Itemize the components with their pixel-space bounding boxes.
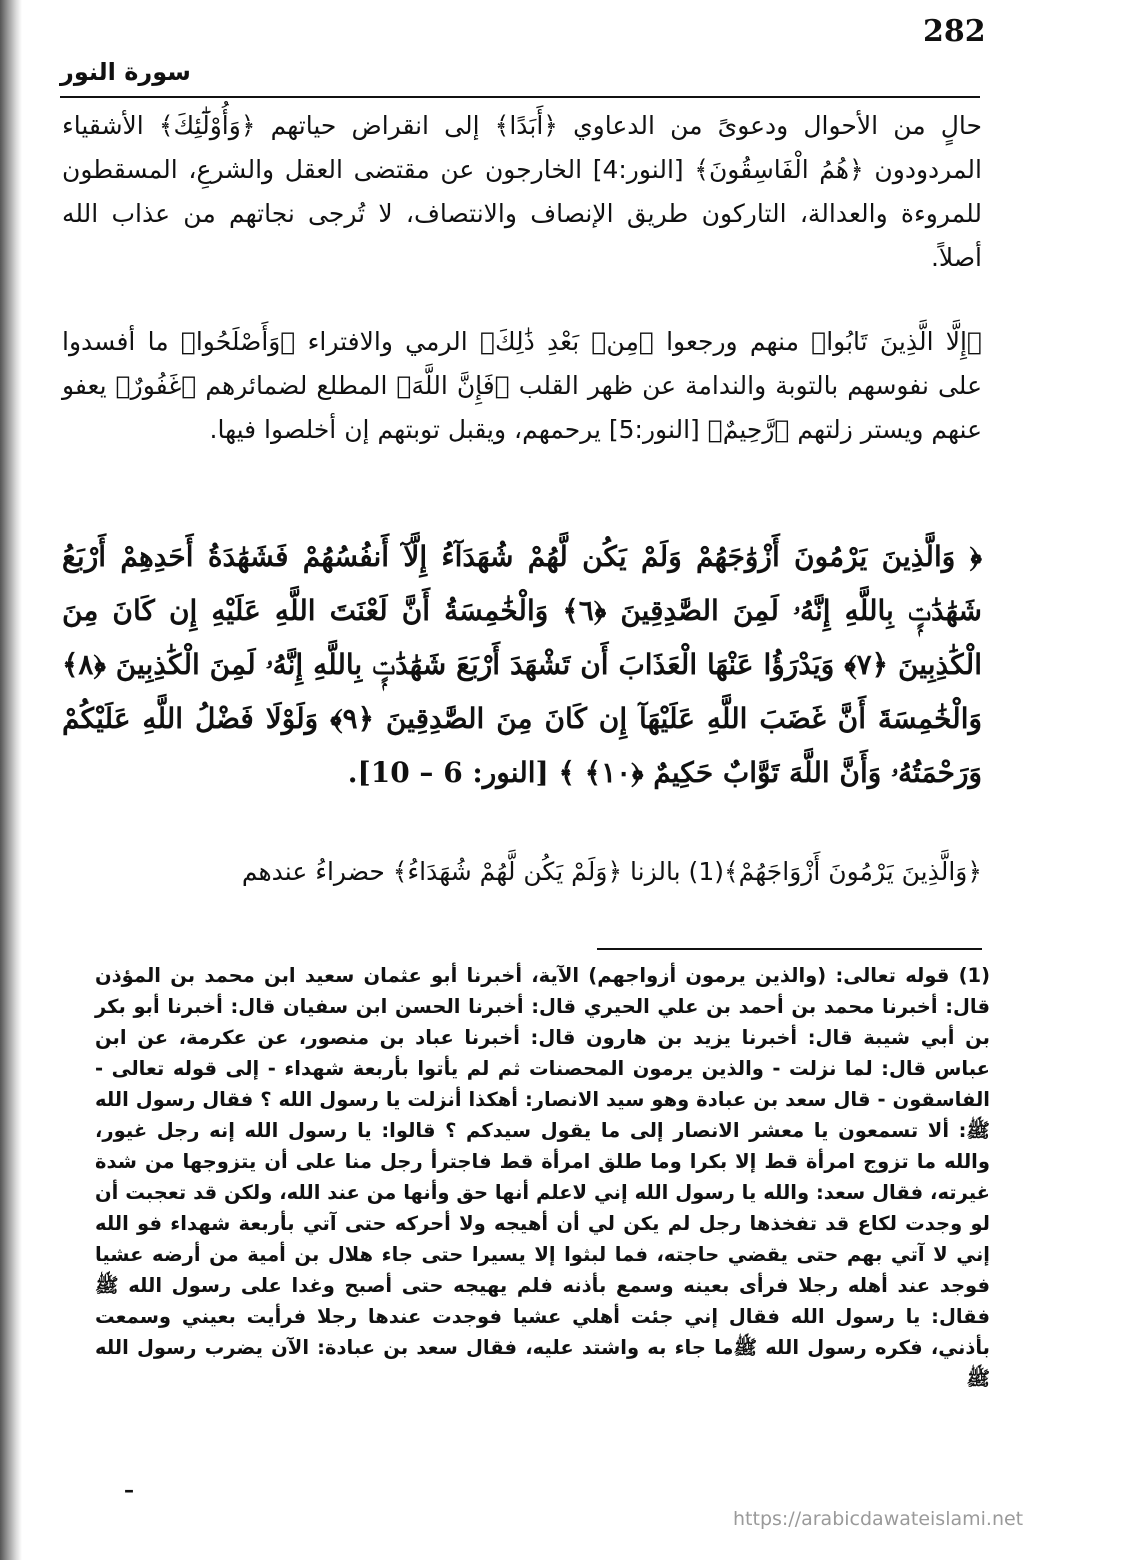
commentary-paragraph-1 bbox=[62, 104, 982, 280]
scan-edge-shadow bbox=[0, 0, 22, 1560]
footnote-separator bbox=[597, 948, 982, 950]
commentary-paragraph-3 bbox=[62, 850, 982, 894]
footnote-1: (1) قوله تعالى: (والذين يرمون أزواجهم) الآية، أخبرنا أبو عثمان سعيد ابن محمد بن المؤذن قال: أخبرنا محمد بن أحمد بن علي الحيري قال: أخبرنا الحسن ابن سفيان قال: أخبرنا أبو بكر بن أبي شيبة قال: أخبرنا يزيد بن هارون قال: أخبرنا عباد بن منصور، عن عكرمة، عن ابن عباس قال: لما نزلت - والذين يرمون المحصنات ثم لم يأتوا بأربعة شهداء - إلى قوله تعالى - الفاسقون - قال سعد بن عبادة وهو سيد الانصار: أهكذا أنزلت يا رسول الله ؟ فقال رسول الله ﷺ: ألا تسمعون يا معشر الانصار إلى ما يقول سيدكم ؟ قالوا: يا رسول الله إنه رجل غيور، والله ما تزوج امرأة قط إلا بكرا وما طلق امرأة قط فاجترأ رجل منا على أن يتزوجها من شدة غيرته، فقال سعد: والله يا رسول الله إني لاعلم أنها حق وأنها من عند الله، ولكن قد تعجبت أن لو وجدت لكاع قد تفخذها رجل لم يكن لي أن أهيجه ولا أحركه حتى آتي بأربعة شهداء فو الله إني لا آتي بهم حتى يقضي حاجته، فما لبثوا إلا يسيرا حتى جاء هلال بن أمية من أرضه عشيا فوجد عند أهله رجلا فرأى بعينه وسمع بأذنه فلم يهيجه حتى أصبح وغدا على رسول الله ﷺ فقال: يا رسول الله فقال إني جئت أهلي عشيا فوجدت عندها رجلا فرأيت بعيني وسمعت بأذني، فكره رسول الله ﷺما جاء به واشتد عليه، فقال سعد بن عبادة: الآن يضرب رسول الله ﷺ bbox=[95, 964, 990, 1390]
watermark-url: https://arabicdawateislami.net bbox=[733, 1508, 1024, 1530]
footnotes bbox=[95, 960, 990, 1394]
paragraph-text: حالٍ من الأحوال ودعوىً من الدعاوي ﴿أَبَدًا﴾ إلى انقراض حياتهم ﴿وَأُوْلَٰٓئِكَ﴾ الأشقياء المردودون ﴿هُمُ الْفَاسِقُونَ﴾ [النور:4] الخارجون عن مقتضى العقل والشرعِ، المسقطون للمروءة والعدالة، التاركون طريق الإنصاف والانتصاف، لا تُرجى نجاتهم من عذاب الله أصلاً. bbox=[62, 111, 982, 272]
page-number: 282 bbox=[923, 14, 986, 49]
verse-text: ﴿ وَالَّذِينَ يَرْمُونَ أَزْوَٰجَهُمْ وَلَمْ يَكُن لَّهُمْ شُهَدَآءُ إِلَّآ أَنفُسُهُمْ فَشَهَٰدَةُ أَحَدِهِمْ أَرْبَعُ شَهَٰدَٰتٍۭ بِاللَّهِ إِنَّهُۥ لَمِنَ الصَّٰدِقِينَ ﴿٦﴾ وَالْخَٰمِسَةُ أَنَّ لَعْنَتَ اللَّهِ عَلَيْهِ إِن كَانَ مِنَ الْكَٰذِبِينَ ﴿٧﴾ وَيَدْرَؤُا عَنْهَا الْعَذَابَ أَن تَشْهَدَ أَرْبَعَ شَهَٰدَٰتٍۭ بِاللَّهِ إِنَّهُۥ لَمِنَ الْكَٰذِبِينَ ﴿٨﴾ وَالْخَٰمِسَةَ أَنَّ غَضَبَ اللَّهِ عَلَيْهَآ إِن كَانَ مِنَ الصَّٰدِقِينَ ﴿٩﴾ وَلَوْلَا فَضْلُ اللَّهِ عَلَيْكُمْ وَرَحْمَتُهُۥ وَأَنَّ اللَّهَ تَوَّابٌ حَكِيمٌ ﴿١٠﴾ ﴾ [النور: 6 – 10]. bbox=[62, 540, 983, 789]
running-header: سورة النور bbox=[60, 58, 191, 86]
footnote-continuation-dash: – bbox=[124, 1478, 134, 1502]
paragraph-text: ﴿إِلَّا الَّذِينَ تَابُوا﴾ منهم ورجعوا ﴿مِنۢ بَعْدِ ذَٰلِكَ﴾ الرمي والافتراء ﴿وَأَصْلَحُوا﴾ ما أفسدوا على نفوسهم بالتوبة والندامة عن ظهر القلب ﴿فَإِنَّ اللَّهَ﴾ المطلع لضمائرهم ﴿غَفُورٌ﴾ يعفو عنهم ويستر زلتهم ﴿رَّحِيمٌ﴾ [النور:5] يرحمهم، ويقبل توبتهم إن أخلصوا فيها. bbox=[62, 327, 982, 444]
commentary-paragraph-2 bbox=[62, 320, 982, 452]
quran-verse-block bbox=[62, 530, 982, 800]
paragraph-text: ﴿وَالَّذِينَ يَرْمُونَ أَزْوَاجَهُمْ﴾(1) بالزنا ﴿وَلَمْ يَكُن لَّهُمْ شُهَدَاءُ﴾ حضراءُ عندهم bbox=[241, 857, 982, 886]
header-rule bbox=[60, 96, 980, 98]
